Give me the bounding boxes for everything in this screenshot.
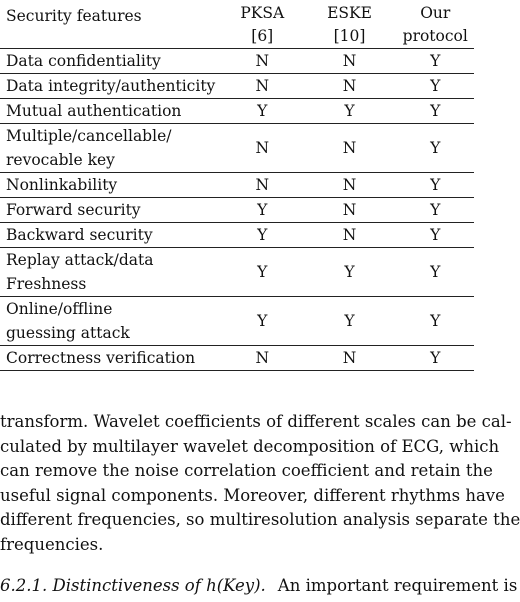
body-line: useful signal components. Moreover, different rhythms have: [0, 485, 505, 505]
table-header-row: [0, 0, 474, 49]
feature-label: Correctness verification: [6, 349, 196, 367]
table-row: [0, 346, 474, 371]
our-protocol-cell: Y: [396, 173, 474, 198]
subsection-heading: 6.2.1. Distinctiveness of h(Key).: [0, 576, 266, 595]
body-line: culated by multilayer wavelet decomposition of ECG, which: [0, 436, 500, 456]
our-protocol-cell: Y: [396, 124, 474, 173]
body-line: transform. Wavelet coefficients of different scales can be cal-: [0, 412, 512, 431]
feature-cell: [0, 248, 222, 297]
table-row: [0, 74, 474, 99]
pksa-cell: Y: [222, 297, 303, 346]
body-line: different frequencies, so multiresolution analysis separate the: [0, 510, 520, 529]
our-protocol-cell: Y: [396, 49, 474, 74]
feature-label: Data confidentiality: [6, 52, 161, 70]
feature-label: Data integrity/authenticity: [6, 77, 216, 95]
subsection-text: An important requirement is: [277, 576, 518, 595]
feature-label: Online/offline: [6, 300, 113, 318]
feature-label: Nonlinkability: [6, 176, 118, 194]
feature-label: revocable key: [6, 151, 115, 169]
pksa-cell: Y: [222, 248, 303, 297]
header-eske: ESKE [10]: [303, 0, 397, 49]
table-row: [0, 248, 474, 297]
our-protocol-cell: Y: [396, 223, 474, 248]
feature-label: Mutual authentication: [6, 102, 182, 120]
feature-cell: [0, 198, 222, 223]
our-protocol-cell: Y: [396, 297, 474, 346]
feature-cell: [0, 49, 222, 74]
our-protocol-cell: Y: [396, 198, 474, 223]
body-line: frequencies.: [0, 534, 104, 554]
feature-label: Multiple/cancellable/: [6, 127, 172, 145]
header-our-protocol: Our protocol: [396, 0, 474, 49]
feature-cell: [0, 99, 222, 124]
pksa-cell: N: [222, 173, 303, 198]
feature-label: Freshness: [6, 275, 87, 293]
feature-label: Replay attack/data: [6, 251, 154, 269]
our-protocol-cell: Y: [396, 99, 474, 124]
feature-cell: [0, 173, 222, 198]
feature-cell: [0, 124, 222, 173]
feature-label: Forward security: [6, 201, 141, 219]
pksa-cell: Y: [222, 223, 303, 248]
pksa-cell: N: [222, 74, 303, 99]
table-row: [0, 49, 474, 74]
table-row: [0, 173, 474, 198]
our-protocol-cell: Y: [396, 74, 474, 99]
pksa-cell: N: [222, 346, 303, 371]
feature-label: Backward security: [6, 226, 153, 244]
eske-cell: Y: [303, 99, 397, 124]
eske-cell: N: [303, 74, 397, 99]
table-row: [0, 124, 474, 173]
eske-cell: N: [303, 346, 397, 371]
feature-cell: [0, 74, 222, 99]
our-protocol-cell: Y: [396, 248, 474, 297]
eske-cell: N: [303, 223, 397, 248]
header-security-features: Security features: [0, 0, 222, 49]
body-line: can remove the noise correlation coefficient and retain the: [0, 461, 493, 480]
eske-cell: Y: [303, 248, 397, 297]
table-row: [0, 223, 474, 248]
pksa-cell: Y: [222, 99, 303, 124]
pksa-cell: Y: [222, 198, 303, 223]
eske-cell: N: [303, 49, 397, 74]
subsection-start: [0, 574, 518, 599]
header-pksa: PKSA [6]: [222, 0, 303, 49]
body-paragraph: [0, 410, 520, 557]
table-row: [0, 99, 474, 124]
eske-cell: N: [303, 173, 397, 198]
our-protocol-cell: Y: [396, 346, 474, 371]
eske-cell: N: [303, 198, 397, 223]
table-row: [0, 198, 474, 223]
eske-cell: N: [303, 124, 397, 173]
feature-cell: [0, 223, 222, 248]
table-body: [0, 49, 474, 371]
table-row: [0, 297, 474, 346]
pksa-cell: N: [222, 124, 303, 173]
feature-cell: [0, 346, 222, 371]
pksa-cell: N: [222, 49, 303, 74]
feature-label: guessing attack: [6, 324, 130, 342]
feature-cell: [0, 297, 222, 346]
eske-cell: Y: [303, 297, 397, 346]
